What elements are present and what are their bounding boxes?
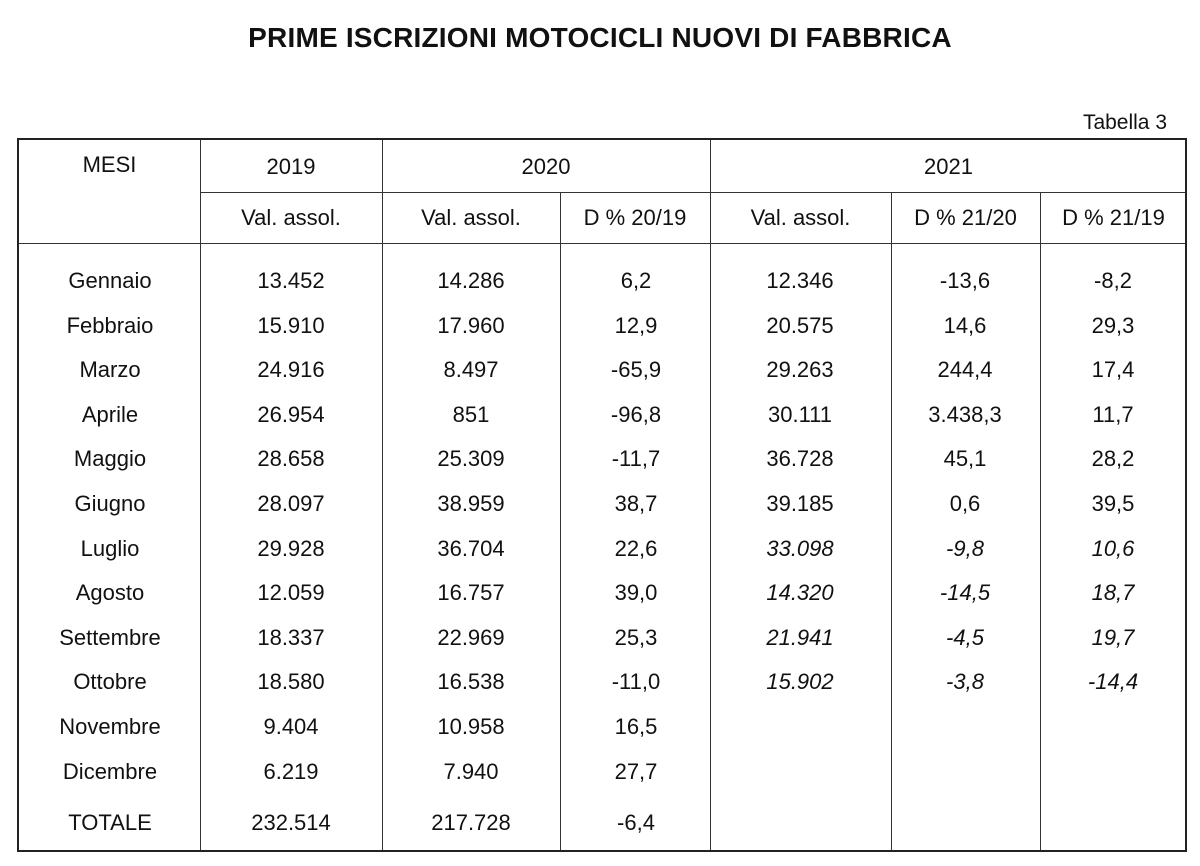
- subheader: Val. assol.: [750, 205, 851, 230]
- cell-2020-abs: 851: [452, 401, 490, 427]
- cell-2020-delta: 16,5: [614, 714, 658, 739]
- header-months: MESI: [82, 152, 137, 177]
- cell-2021-delta-20: -9,8: [946, 535, 984, 561]
- cell-2021-delta-19: 17,4: [1091, 357, 1135, 383]
- col-divider: [200, 140, 201, 850]
- cell-2021-delta-20: -13,6: [939, 268, 991, 293]
- data-table: [17, 138, 1187, 852]
- subheader: Val. assol.: [421, 205, 521, 230]
- cell-2020-abs: 16.757: [437, 580, 505, 606]
- cell-2019-abs: 18.337: [257, 624, 325, 650]
- cell-2019-abs: 12.059: [257, 580, 325, 606]
- cell-2021-abs: 20.575: [766, 312, 834, 338]
- cell-2021-delta-19: 10,6: [1091, 535, 1135, 561]
- cell-2020-delta: 39,0: [614, 580, 658, 606]
- cell-month: Marzo: [79, 357, 141, 383]
- cell-2021-delta-20: 0,6: [949, 491, 981, 516]
- cell-month: Giugno: [74, 491, 146, 516]
- page-title: PRIME ISCRIZIONI MOTOCICLI NUOVI DI FABBRICA: [248, 22, 952, 53]
- cell-2020-abs: 8.497: [443, 357, 499, 383]
- cell-2020-delta: 25,3: [614, 624, 658, 650]
- cell-month: Luglio: [80, 535, 140, 561]
- cell-2020-delta: -96,8: [610, 401, 662, 427]
- cell-2021-abs: 15.902: [766, 669, 834, 695]
- cell-2021-delta-19: 18,7: [1091, 580, 1135, 606]
- cell-2019-abs: 9.404: [263, 714, 319, 739]
- header-year-2020: 2020: [521, 154, 571, 179]
- cell-2021-delta-20: -4,5: [946, 624, 984, 650]
- cell-month: Ottobre: [73, 669, 147, 695]
- header-year-2019: 2019: [266, 154, 316, 179]
- cell-2021-abs: 36.728: [766, 446, 834, 472]
- cell-2021-delta-20: 244,4: [937, 357, 993, 383]
- cell-2019-abs: 24.916: [257, 357, 325, 383]
- cell-2019-abs: 6.219: [263, 758, 319, 784]
- cell-2021-abs: 30.111: [767, 401, 833, 427]
- cell-month: Aprile: [81, 401, 139, 427]
- subheader: Val. assol.: [241, 205, 341, 230]
- subheader: D % 20/19: [583, 205, 687, 230]
- cell-month: Dicembre: [62, 758, 158, 784]
- cell-2021-delta-19: 19,7: [1091, 624, 1135, 650]
- subheader: D % 21/19: [1062, 205, 1165, 230]
- cell-2020-delta: -65,9: [610, 357, 662, 383]
- cell-total-label: TOTALE: [68, 810, 152, 835]
- header-divider: [200, 192, 1185, 193]
- cell-2020-abs: 7.940: [443, 758, 499, 784]
- cell-2020-abs: 10.958: [437, 714, 505, 739]
- cell-2020-abs: 17.960: [437, 312, 505, 338]
- cell-2019-abs: 28.097: [257, 491, 325, 516]
- cell-2020-delta: 22,6: [614, 535, 658, 561]
- cell-2021-abs: 39.185: [766, 491, 834, 516]
- cell-2021-delta-19: -8,2: [1094, 268, 1132, 293]
- cell-2020-delta: 27,7: [614, 758, 658, 784]
- cell-2021-delta-20: 45,1: [943, 446, 987, 472]
- cell-total-2019: 232.514: [251, 810, 331, 835]
- cell-2021-delta-19: 11,7: [1092, 401, 1134, 427]
- cell-2020-abs: 38.959: [437, 491, 505, 516]
- cell-2020-abs: 25.309: [437, 446, 505, 472]
- cell-2021-abs: 14.320: [766, 580, 834, 606]
- cell-2021-delta-20: 14,6: [943, 312, 987, 338]
- cell-month: Settembre: [59, 624, 161, 650]
- table-label: Tabella 3: [1082, 111, 1167, 134]
- cell-month: Maggio: [73, 446, 147, 472]
- cell-2021-delta-19: 39,5: [1091, 491, 1135, 516]
- cell-month: Gennaio: [68, 268, 152, 293]
- cell-2020-delta: -11,0: [611, 669, 661, 695]
- col-divider: [382, 140, 383, 850]
- cell-2019-abs: 29.928: [257, 535, 325, 561]
- cell-2021-delta-19: -14,4: [1087, 669, 1139, 695]
- subheader: D % 21/20: [914, 205, 1017, 230]
- cell-2019-abs: 13.452: [257, 268, 325, 293]
- cell-2021-abs: 21.941: [766, 624, 834, 650]
- cell-month: Novembre: [59, 714, 161, 739]
- cell-2021-delta-20: -14,5: [939, 580, 991, 606]
- cell-2020-delta: 6,2: [620, 268, 652, 293]
- cell-2021-delta-19: 28,2: [1091, 446, 1135, 472]
- cell-total-2020: 217.728: [431, 810, 511, 835]
- header-divider: [19, 243, 1185, 244]
- cell-2020-abs: 22.969: [437, 624, 505, 650]
- cell-2021-abs: 12.346: [766, 268, 834, 293]
- cell-2019-abs: 28.658: [257, 446, 325, 472]
- cell-2019-abs: 18.580: [257, 669, 325, 695]
- cell-total-delta: -6,4: [617, 810, 655, 835]
- cell-month: Agosto: [75, 580, 145, 606]
- cell-2020-delta: 38,7: [614, 491, 658, 516]
- header-year-2021: 2021: [924, 154, 973, 179]
- cell-2021-delta-20: -3,8: [946, 669, 984, 695]
- cell-month: Febbraio: [66, 312, 154, 338]
- cell-2021-abs: 29.263: [766, 357, 834, 383]
- cell-2019-abs: 15.910: [257, 312, 325, 338]
- cell-2021-abs: 33.098: [766, 535, 834, 561]
- cell-2020-abs: 36.704: [437, 535, 505, 561]
- cell-2020-abs: 16.538: [437, 669, 505, 695]
- cell-2020-delta: 12,9: [614, 312, 658, 338]
- cell-2020-delta: -11,7: [611, 446, 661, 472]
- cell-2019-abs: 26.954: [257, 401, 325, 427]
- cell-2020-abs: 14.286: [437, 268, 505, 293]
- cell-2021-delta-20: 3.438,3: [928, 401, 1002, 427]
- cell-2021-delta-19: 29,3: [1091, 312, 1135, 338]
